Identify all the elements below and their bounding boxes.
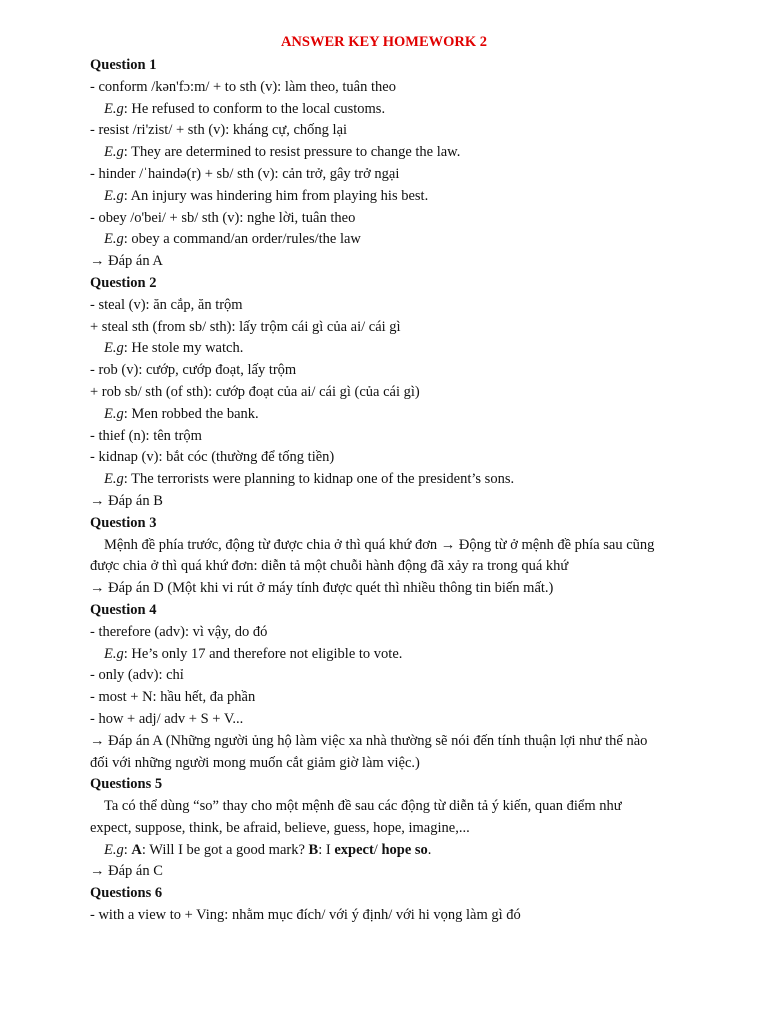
text-line: + steal sth (from sb/ sth): lấy trộm cái gì của ai/ cái gì [90,318,401,335]
example-text: : An injury was hindering him from playing his best. [123,187,429,204]
text-line: - how + adj/ adv + S + V... [90,710,244,727]
eg-label: E.g [104,231,124,248]
example-line [90,229,690,251]
text-line: - with a view to + Ving: nhằm mục đích/ với ý định/ với hi vọng làm gì đó [90,907,521,924]
example-text: : Will I be got a good mark? [141,841,309,858]
text-line: - resist /ri'zist/ + sth (v): kháng cự, chống lại [90,122,348,139]
answer-line: → Đáp án D (Một khi vi rút ở máy tính được quét thì nhiều thông tin biến mất.) [90,580,554,597]
example-line [90,186,690,208]
example-text: : [123,841,132,858]
example-line [90,99,690,121]
text-line: expect, suppose, think, be afraid, believe, guess, hope, imagine,... [90,819,470,836]
eg-label: E.g [104,100,124,117]
text-line: + rob sb/ sth (of sth): cướp đoạt của ai/ cái gì (của cái gì) [90,383,420,400]
example-line [90,338,690,360]
example-text: : He’s only 17 and therefore not eligible to vote. [123,645,403,662]
eg-label: E.g [104,340,124,357]
text-line: - most + N: hầu hết, đa phần [90,689,256,706]
example-line [90,840,690,862]
eg-label: E.g [104,405,124,422]
example-text: : He refused to conform to the local customs. [123,100,386,117]
eg-label: E.g [104,144,124,161]
eg-label: E.g [104,841,124,858]
example-text: : They are determined to resist pressure to change the law. [123,144,461,161]
speaker-b: B [308,841,319,858]
example-line [90,404,690,426]
example-line [90,469,690,491]
text-line: - therefore (adv): vì vậy, do đó [90,623,268,640]
text-line: - steal (v): ăn cắp, ăn trộm [90,296,243,313]
eg-label: E.g [104,645,124,662]
text-line: Ta có thể dùng “so” thay cho một mệnh đề sau các động từ diễn tả ý kiến, quan điểm như [104,798,622,815]
question-5-heading: Questions 5 [90,776,163,793]
example-text: : The terrorists were planning to kidnap one of the president’s sons. [123,471,515,488]
text-line: - conform /kən'fɔ:m/ + to sth (v): làm theo, tuân theo [90,78,396,95]
example-text: : Men robbed the bank. [123,405,259,422]
keyword-expect: expect [334,841,374,858]
question-3-heading: Question 3 [90,514,157,531]
text-line: đối với những người mong muốn cắt giảm giờ làm việc.) [90,754,420,771]
text-line: - kidnap (v): bắt cóc (thường để tống tiền) [90,449,335,466]
text-line: - thief (n): tên trộm [90,427,202,444]
page-title: ANSWER KEY HOMEWORK 2 [280,34,488,50]
example-line [90,644,690,666]
question-4-heading: Question 4 [90,601,157,618]
question-2-heading: Question 2 [90,274,157,291]
text-line: - rob (v): cướp, cướp đoạt, lấy trộm [90,362,297,379]
eg-label: E.g [104,471,124,488]
text-line: được chia ở thì quá khứ đơn: diễn tả một chuỗi hành động đã xảy ra trong quá khứ [90,558,569,575]
document-body [90,55,690,927]
question-6-heading: Questions 6 [90,885,163,902]
example-text: : I [318,841,335,858]
example-text: : obey a command/an order/rules/the law [123,231,361,248]
answer-line: → Đáp án C [90,863,163,880]
text-line: - hinder /ˈhaində(r) + sb/ sth (v): cản trở, gây trở ngại [90,165,400,182]
example-line [90,142,690,164]
text-line: - obey /o'bei/ + sb/ sth (v): nghe lời, tuân theo [90,209,356,226]
question-1-heading: Question 1 [90,57,157,73]
answer-line: → Đáp án A (Những người ủng hộ làm việc xa nhà thường sẽ nói đến tính thuận lợi như thế nào [90,732,648,749]
answer-line: → Đáp án A [90,253,163,270]
eg-label: E.g [104,187,124,204]
example-text: / [373,841,382,858]
text-line: Mệnh đề phía trước, động từ được chia ở thì quá khứ đơn → Động từ ở mệnh đề phía sau cũng [104,536,655,553]
keyword-hope-so: hope so [381,841,428,858]
text-line: - only (adv): chỉ [90,667,184,684]
example-text: . [427,841,432,858]
speaker-a: A [131,841,142,858]
example-text: : He stole my watch. [123,340,244,357]
answer-line: → Đáp án B [90,492,163,509]
